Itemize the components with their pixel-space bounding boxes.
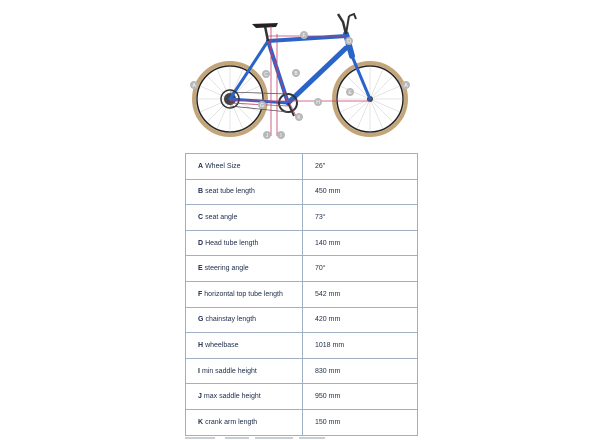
spec-label-cell — [186, 205, 303, 231]
spec-letter: H — [198, 341, 204, 349]
svg-text:F: F — [302, 33, 306, 40]
spec-label-cell — [186, 409, 303, 435]
svg-text:A: A — [192, 83, 196, 90]
svg-text:A: A — [404, 83, 408, 90]
svg-text:G: G — [260, 103, 264, 110]
table-row — [186, 179, 418, 205]
geometry-table — [185, 153, 418, 436]
spec-letter: C — [198, 213, 204, 221]
svg-text:D: D — [347, 39, 351, 46]
spec-label-cell — [186, 307, 303, 333]
spec-value: 73° — [303, 205, 418, 231]
spec-letter: I — [198, 367, 200, 375]
bike-illustration — [186, 4, 418, 146]
spec-value: 950 mm — [303, 384, 418, 410]
spec-label: horizontal top tube length — [204, 290, 283, 298]
spec-label: steering angle — [204, 265, 249, 273]
stem — [346, 16, 349, 34]
table-row — [186, 333, 418, 359]
spec-value: 140 mm — [303, 230, 418, 256]
spec-letter: A — [198, 162, 204, 170]
marker-c — [262, 70, 270, 78]
svg-text:J: J — [265, 133, 269, 140]
spec-letter: E — [198, 265, 203, 273]
spec-value: 450 mm — [303, 179, 418, 205]
spec-label-cell — [186, 333, 303, 359]
svg-text:I: I — [280, 133, 282, 140]
marker-j — [263, 131, 271, 139]
table-row — [186, 256, 418, 282]
spec-letter: J — [198, 393, 202, 401]
diagram-markers — [190, 31, 410, 139]
saddle — [252, 23, 278, 28]
cropped-text-fragment — [299, 437, 325, 439]
cropped-text-fragment — [255, 437, 293, 439]
cropped-next-section — [185, 434, 417, 440]
marker-k — [295, 113, 303, 121]
spec-label-cell — [186, 230, 303, 256]
marker-b — [292, 69, 300, 77]
spec-letter: B — [198, 188, 204, 196]
svg-text:K: K — [297, 115, 301, 122]
handlebar — [338, 14, 346, 34]
spec-value: 830 mm — [303, 358, 418, 384]
spec-label: min saddle height — [201, 367, 257, 375]
spec-value: 70° — [303, 256, 418, 282]
spec-label-cell — [186, 358, 303, 384]
spec-value: 1018 mm — [303, 333, 418, 359]
svg-text:B: B — [294, 71, 298, 78]
svg-text:E: E — [348, 90, 352, 97]
spec-label-cell — [186, 179, 303, 205]
spec-letter: G — [198, 316, 204, 324]
spec-label: crank arm length — [205, 418, 258, 426]
spec-label-cell — [186, 256, 303, 282]
svg-text:C: C — [264, 72, 268, 79]
spec-label-cell — [186, 384, 303, 410]
spec-letter: K — [198, 418, 204, 426]
marker-e — [346, 88, 354, 96]
spec-label: seat tube length — [205, 188, 255, 196]
bike-geometry-diagram — [186, 4, 418, 146]
spec-letter: D — [198, 239, 204, 247]
table-row — [186, 307, 418, 333]
cropped-text-fragment — [225, 437, 249, 439]
spec-label: wheelbase — [205, 341, 239, 349]
table-row — [186, 281, 418, 307]
table-row — [186, 358, 418, 384]
spec-value: 420 mm — [303, 307, 418, 333]
table-row — [186, 205, 418, 231]
spec-value: 542 mm — [303, 281, 418, 307]
spec-label: chainstay length — [205, 316, 257, 324]
spec-label: seat angle — [205, 213, 238, 221]
svg-text:H: H — [316, 100, 320, 107]
spec-value: 150 mm — [303, 409, 418, 435]
table-row — [186, 230, 418, 256]
grip — [349, 14, 356, 19]
table-row — [186, 409, 418, 435]
spec-letter: F — [198, 290, 203, 298]
cropped-text-fragment — [185, 437, 215, 439]
marker-i — [277, 131, 285, 139]
spec-value: 26" — [303, 154, 418, 180]
seat-post — [265, 26, 268, 41]
table-row — [186, 154, 418, 180]
spec-label: max saddle height — [203, 393, 261, 401]
spec-label-cell — [186, 281, 303, 307]
spec-label-cell — [186, 154, 303, 180]
spec-label: Wheel Size — [205, 162, 241, 170]
table-row — [186, 384, 418, 410]
marker-h — [314, 98, 322, 106]
spec-label: Head tube length — [205, 239, 259, 247]
